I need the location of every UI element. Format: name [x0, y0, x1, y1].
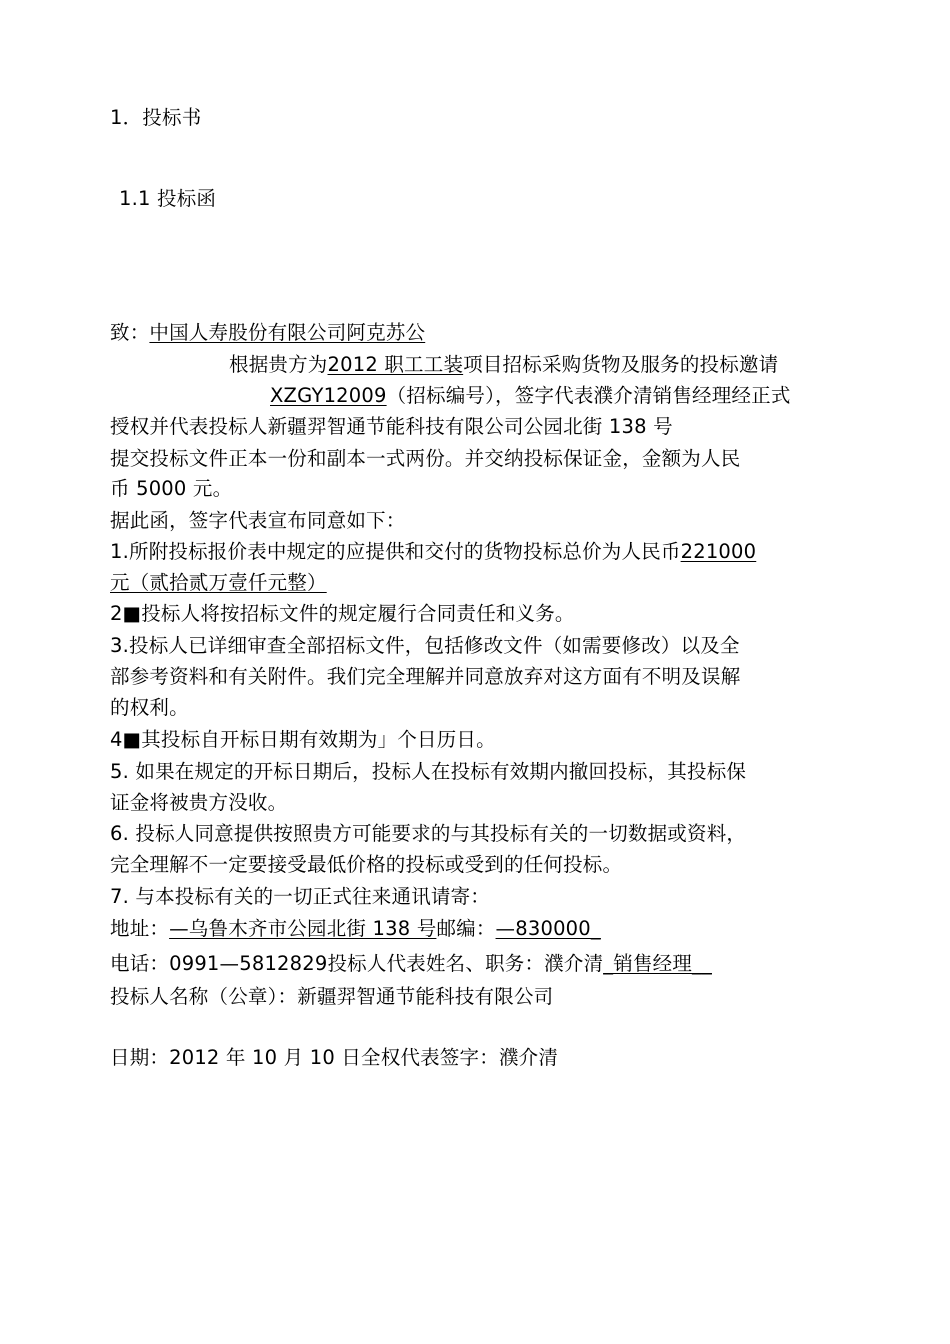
postcode-value: —830000_: [495, 917, 601, 940]
total-amount: 221000: [680, 540, 757, 563]
representative-title: _销售经理__: [603, 952, 712, 975]
addressee-name: 中国人寿股份有限公司阿克苏公: [149, 321, 426, 344]
address-value: —乌鲁木齐市公园北街 138 号: [169, 917, 437, 940]
representative-label: 投标人代表姓名、职务：濮介清: [327, 952, 604, 975]
item-line: 3.投标人已详细审查全部招标文件，包括修改文件（如需要修改）以及全: [110, 634, 740, 657]
phone-label: 电话：: [110, 952, 170, 975]
paragraph-line: 授权并代表投标人新疆羿智通节能科技有限公司公园北街 138 号: [110, 415, 673, 438]
phone-value: 0991—5812829: [169, 952, 328, 975]
item-line: 7. 与本投标有关的一切正式往来通讯请寄：: [110, 885, 491, 908]
item-line: 证金将被贵方没收。: [110, 791, 288, 814]
subsection-heading: 1.1 投标函: [119, 187, 217, 210]
item-line: 部参考资料和有关附件。我们完全理解并同意放弃对这方面有不明及误解: [110, 665, 741, 688]
amount-in-words: 元（贰拾贰万壹仟元整）: [110, 571, 327, 594]
section-heading: 1．投标书: [110, 106, 202, 129]
paragraph-line: 币 5000 元。: [110, 477, 233, 500]
item-line: [110, 536, 756, 568]
bidder-line: 投标人名称（公章）：新疆羿智通节能科技有限公司: [110, 985, 554, 1008]
item-line: 的权利。: [110, 696, 189, 719]
tender-code: XZGY12009: [270, 384, 387, 407]
postcode-label: 邮编：: [436, 917, 496, 940]
paragraph-line: [229, 349, 778, 381]
addressee-line: [110, 317, 425, 349]
text-fragment: 项目招标采购货物及服务的投标邀请: [463, 353, 779, 376]
address-label: 地址：: [110, 917, 170, 940]
paragraph-line: 提交投标文件正本一份和副本一式两份。并交纳投标保证金，金额为人民: [110, 447, 741, 470]
paragraph-line: 据此函，签字代表宣布同意如下：: [110, 509, 406, 532]
text-fragment: （招标编号），签字代表濮介清销售经理经正式: [386, 384, 791, 407]
address-line: [110, 913, 601, 945]
text-fragment: 根据贵方为: [229, 353, 328, 376]
date-line: 日期：2012 年 10 月 10 日全权代表签字：濮介清: [110, 1046, 559, 1069]
item-line: 2■投标人将按招标文件的规定履行合同责任和义务。: [110, 602, 575, 625]
item-line: 6. 投标人同意提供按照贵方可能要求的与其投标有关的一切数据或资料，: [110, 822, 747, 845]
paragraph-line: [270, 380, 791, 412]
item-line: 完全理解不一定要接受最低价格的投标或受到的任何投标。: [110, 853, 623, 876]
text-fragment: 1.所附投标报价表中规定的应提供和交付的货物投标总价为人民币: [110, 540, 681, 563]
project-name: 2012 职工工装: [327, 353, 464, 376]
item-line: 4■其投标自开标日期有效期为」个日历日。: [110, 728, 496, 751]
item-line: 5. 如果在规定的开标日期后，投标人在投标有效期内撤回投标，其投标保: [110, 760, 747, 783]
phone-line: [110, 948, 712, 980]
addressee-label: 致：: [110, 321, 150, 344]
